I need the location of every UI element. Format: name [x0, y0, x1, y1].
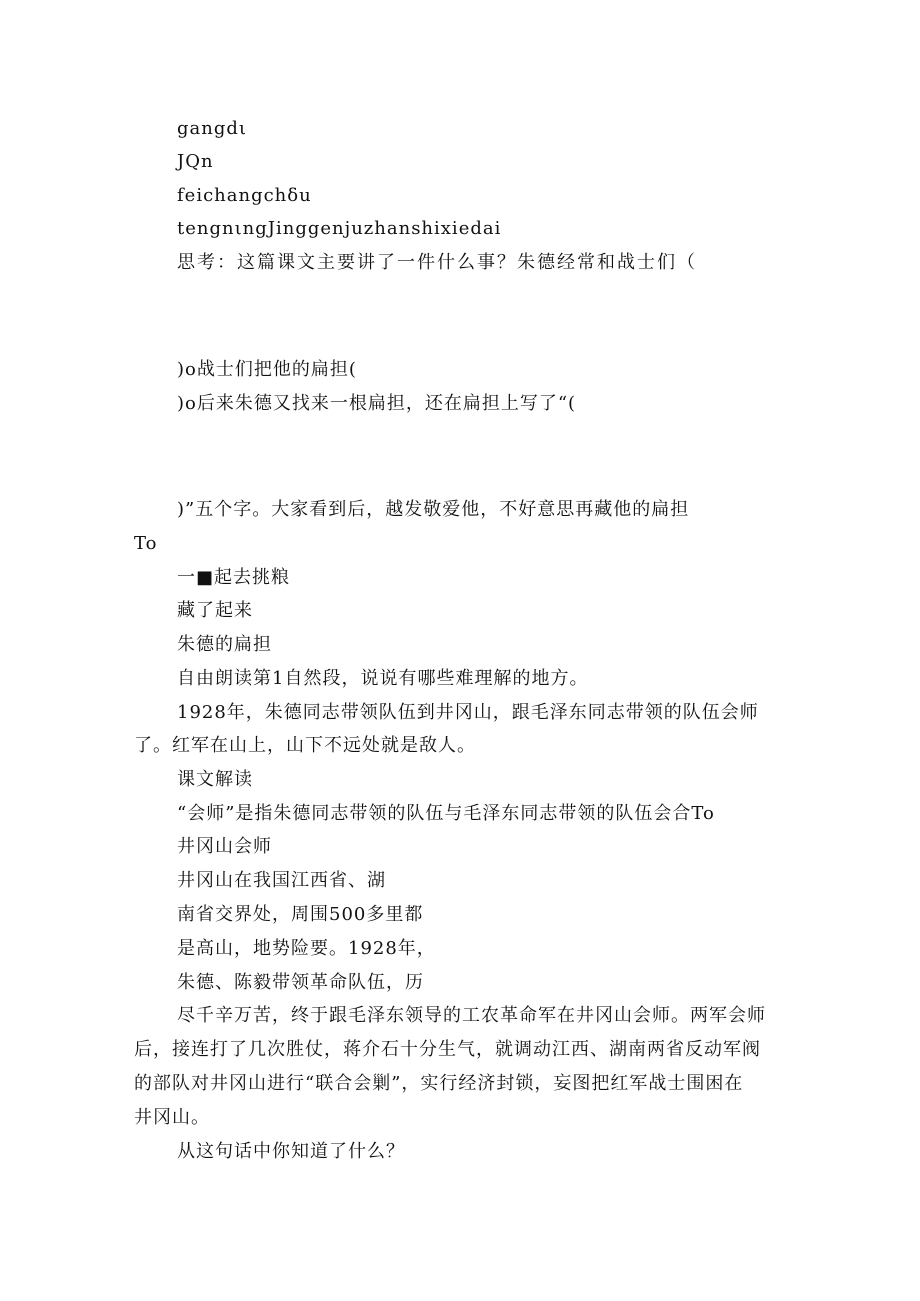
body-text: “会师”是指朱德同志带领的队伍与毛泽东同志带领的队伍会合To [177, 803, 715, 824]
section-heading: 课文解读 [177, 769, 253, 790]
body-text: 自由朗读第1自然段，说说有哪些难理解的地方。 [177, 668, 589, 689]
question-text: )o战士们把他的扁担( [177, 359, 357, 380]
question-text: 思考：这篇课文主要讲了一件什么事？朱德经常和战士们（ [177, 252, 697, 273]
question-text: 从这句话中你知道了什么？ [177, 1141, 405, 1162]
body-text: 尽千辛万苦，终于跟毛泽东领导的工农革命军在井冈山会师。两军会师 [177, 1005, 766, 1026]
section-heading: 井冈山会师 [177, 836, 272, 857]
body-text: 了。红军在山上，山下不远处就是敌人。 [134, 735, 476, 756]
body-text: 朱德、陈毅带领革命队伍，历 [177, 972, 424, 993]
body-text: To [134, 533, 158, 554]
question-text: )”五个字。大家看到后，越发敬爱他，不好意思再藏他的扁担 [177, 499, 690, 520]
body-text: 是高山，地势险要。1928年， [177, 938, 436, 959]
body-text: 井冈山。 [134, 1107, 210, 1128]
body-text: 南省交界处，周围500多里都 [177, 904, 424, 925]
pinyin-line: tengnιngJinggenjuzhanshixiedai [177, 218, 502, 239]
section-heading: 朱德的扁担 [177, 634, 272, 655]
pinyin-line: JQn [177, 151, 214, 172]
body-text: 1928年，朱德同志带领队伍到井冈山，跟毛泽东同志带领的队伍会师 [177, 702, 759, 723]
body-text: 的部队对井冈山进行“联合会剿”，实行经济封锁，妄图把红军战士围困在 [134, 1073, 744, 1094]
body-text: 井冈山在我国江西省、湖 [177, 870, 386, 891]
question-text: )o后来朱德又找来一根扁担，还在扁担上写了“( [177, 393, 577, 414]
body-text: 后，接连打了几次胜仗，蒋介石十分生气，就调动江西、湖南两省反动军阀 [134, 1039, 761, 1060]
answer-option: 一■起去挑粮 [177, 567, 291, 588]
pinyin-line: feichangchδu [177, 185, 312, 206]
answer-option: 藏了起来 [177, 600, 253, 621]
pinyin-line: gangdι [177, 118, 247, 139]
